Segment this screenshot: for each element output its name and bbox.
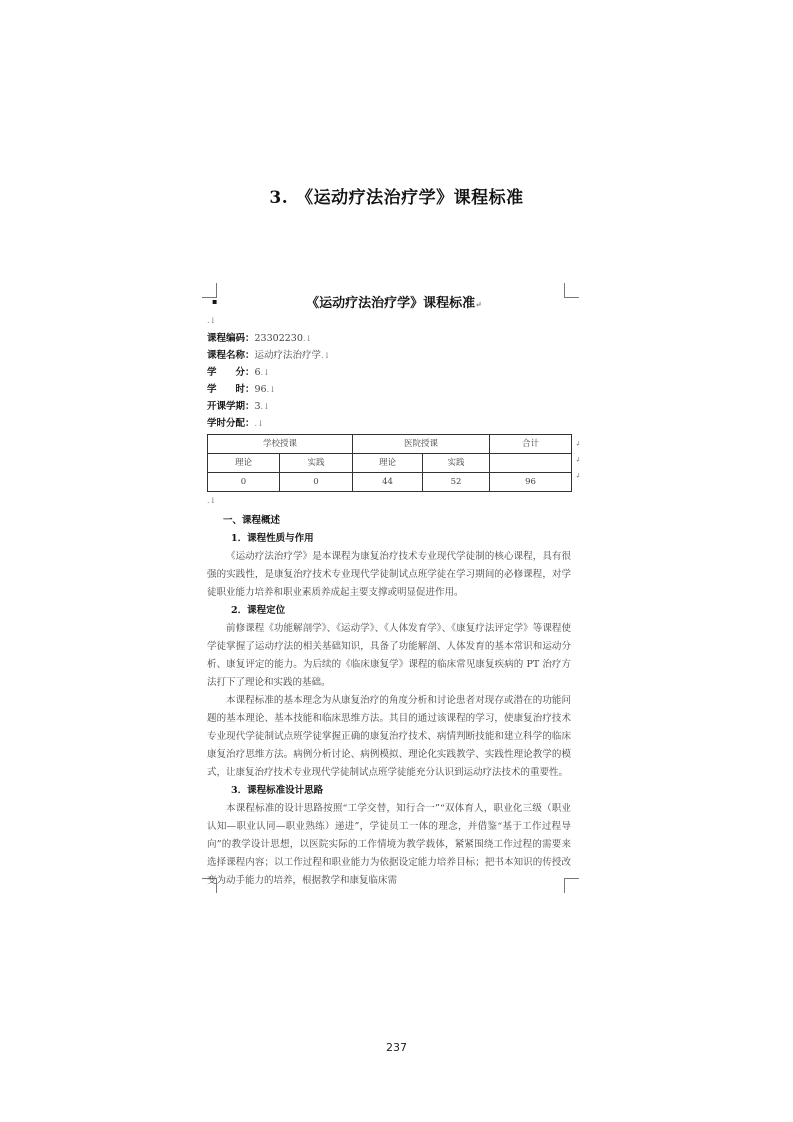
meta-row-code: 课程编码：23302230.↓ bbox=[207, 330, 571, 347]
meta-value: 3 bbox=[254, 401, 261, 412]
bullet-icon: ▪ bbox=[212, 297, 218, 306]
document-body bbox=[207, 512, 571, 890]
hours-allocation-table bbox=[207, 434, 572, 492]
table-cell: 学校授课 bbox=[208, 435, 353, 454]
document-title-text: 《运动疗法治疗学》课程标准 bbox=[306, 296, 476, 311]
table-cell: 合计 bbox=[490, 435, 572, 454]
heading-title: 《运动疗法治疗学》课程标准 bbox=[296, 188, 524, 208]
table-cell: 实践 bbox=[280, 454, 353, 473]
meta-label: 课程编码： bbox=[207, 333, 255, 344]
subsection-heading: 3．课程标准设计思路 bbox=[231, 785, 324, 796]
table-row bbox=[208, 473, 572, 492]
paragraph-mark-icon: ↵ bbox=[475, 299, 482, 309]
paragraph: 本课程标准的基本理念为从康复治疗的角度分析和讨论患者对现存或潜在的功能问题的基本理论、基本技能和临床思维方法。其目的通过该课程的学习，使康复治疗技术专业现代学徒制试点班学徒掌握正确的康复治疗技术、病情判断技能和建立科学的临床康复治疗思维方法。病例分析讨论、病例模拟、理论化实践教学、实践性理论教学的模式，让康复治疗技术专业现代学徒制试点班学徒能充分认识到运动疗法技术的重要性。 bbox=[207, 695, 571, 778]
paragraph: 本课程标准的设计思路按照“工学交替，知行合一”“双体育人，职业化三级（职业认知—职业认同—职业熟练）递进”，学徒员工一体的理念，并借鉴“基于工作过程导向”的教学设计思想，以医院实际的工作情境为教学载体，紧紧围绕工作过程的需要来选择课程内容；以工作过程和职业能力为依据设定能力培养目标；把书本知识的传授改变为动手能力的培养，根据教学和康复临床需 bbox=[207, 803, 571, 886]
table-cell: 实践 bbox=[423, 454, 490, 473]
table-cell: 52 bbox=[423, 473, 490, 492]
meta-value: 23302230 bbox=[254, 333, 303, 344]
course-meta bbox=[207, 330, 571, 432]
table-cell: 0 bbox=[208, 473, 280, 492]
paragraph-mark-icon: .↓ bbox=[207, 316, 217, 325]
meta-row-name: 课程名称：运动疗法治疗学.↓ bbox=[207, 347, 571, 364]
meta-value: 6 bbox=[254, 367, 261, 378]
row-end-marks: ↲ ↲ ↲ bbox=[575, 440, 581, 480]
meta-label: 学 时： bbox=[207, 384, 255, 395]
meta-row-semester: 开课学期：3.↓ bbox=[207, 398, 571, 415]
heading-number: 3. bbox=[269, 188, 289, 208]
meta-value: 96 bbox=[254, 384, 267, 395]
table-cell: 0 bbox=[280, 473, 353, 492]
subsection-heading: 2．课程定位 bbox=[231, 605, 286, 616]
paragraph: 前修课程《功能解剖学》、《运动学》、《人体发育学》、《康复疗法评定学》等课程使学徒掌握了运动疗法的相关基础知识，具备了功能解剖、人体发育的基本常识和运动分析、康复评定的能力。为后续的《临床康复学》课程的临床常见康复疾病的 PT 治疗方法打下了理论和实践的基础。 bbox=[207, 623, 571, 688]
table-row bbox=[208, 454, 572, 473]
meta-row-allocation: 学时分配：.↓ bbox=[207, 415, 571, 432]
table-cell: 医院授课 bbox=[353, 435, 490, 454]
paragraph-mark-icon: .↓ bbox=[207, 496, 217, 505]
embedded-document bbox=[207, 292, 581, 890]
table-cell: 44 bbox=[353, 473, 423, 492]
meta-value: 运动疗法治疗学 bbox=[254, 350, 322, 361]
meta-row-credits: 学 分：6.↓ bbox=[207, 364, 571, 381]
meta-label: 开课学期： bbox=[207, 401, 255, 412]
page-number: 237 bbox=[386, 1041, 407, 1054]
table-cell: 理论 bbox=[353, 454, 423, 473]
document-title bbox=[217, 292, 571, 316]
table-cell: 96 bbox=[490, 473, 572, 492]
section-heading: 一、课程概述 bbox=[223, 515, 281, 526]
paragraph: 《运动疗法治疗学》是本课程为康复治疗技术专业现代学徒制的核心课程，具有很强的实践性，是康复治疗技术专业现代学徒制试点班学徒在学习期间的必修课程，对学徒职业能力培养和职业素质养成起主要支撑或明显促进作用。 bbox=[207, 551, 571, 598]
meta-label: 课程名称： bbox=[207, 350, 255, 361]
subsection-heading: 1．课程性质与作用 bbox=[231, 533, 314, 544]
table-row bbox=[208, 435, 572, 454]
table-cell: 理论 bbox=[208, 454, 280, 473]
meta-label: 学 分： bbox=[207, 367, 255, 378]
meta-label: 学时分配： bbox=[207, 418, 255, 429]
page-heading bbox=[0, 183, 793, 208]
table-cell bbox=[490, 454, 572, 473]
meta-row-hours: 学 时：96.↓ bbox=[207, 381, 571, 398]
